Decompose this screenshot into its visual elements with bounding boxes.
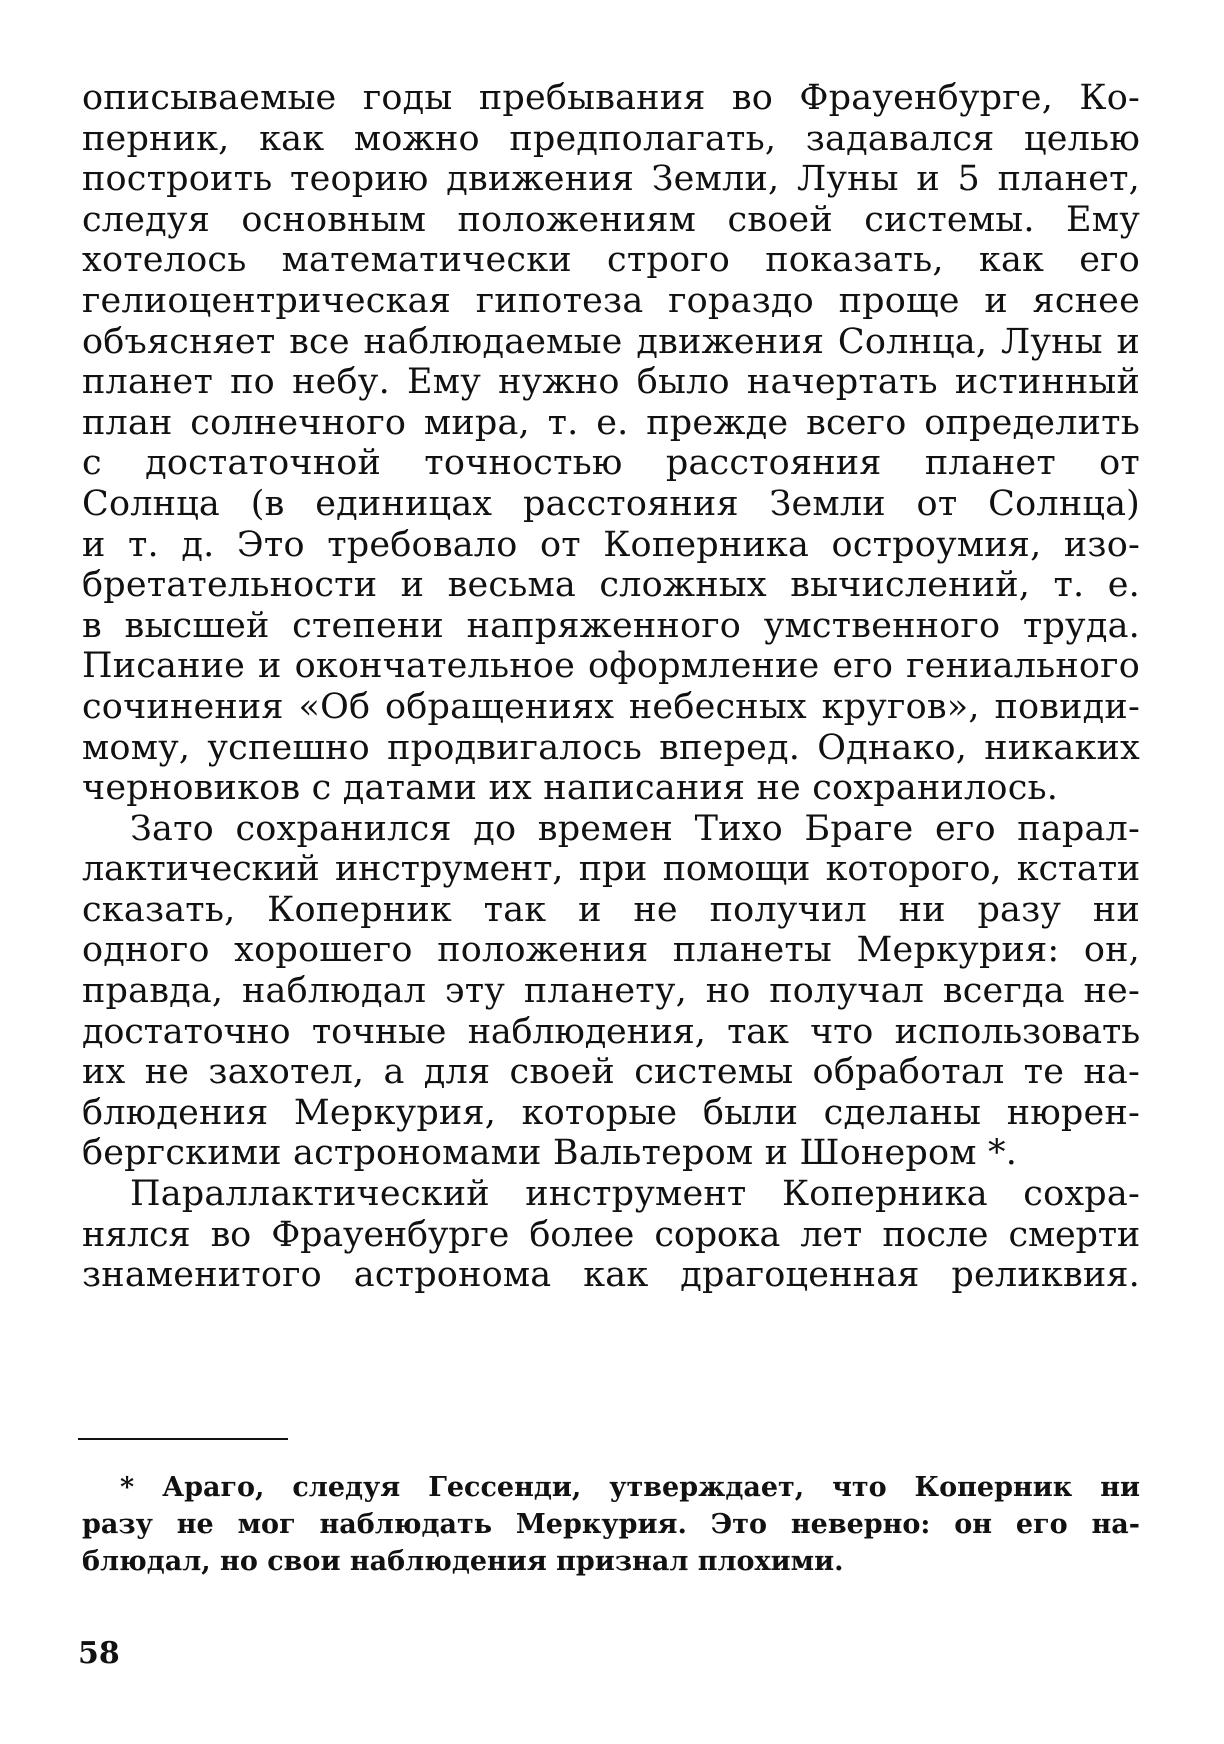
text-line: и т. д. Это требовало от Коперника остроумия, изо-	[82, 524, 1140, 565]
text-line: нялся во Фрауенбурге более сорока лет после смерти	[82, 1214, 1140, 1255]
footnote-divider	[78, 1438, 288, 1440]
text-line: знаменитого астронома как драгоценная реликвия.	[82, 1255, 1140, 1296]
text-line: черновиков с датами их написания не сохранилось.	[82, 768, 1059, 809]
footnote-line: * Араго, следуя Гессенди, утверждает, что Коперник ни	[120, 1472, 1140, 1503]
text-line: Зато сохранился до времен Тихо Браге его парал-	[130, 808, 1140, 849]
page-number: 58	[78, 1636, 120, 1671]
text-line: бретательности и весьма сложных вычислений, т. е.	[82, 565, 1140, 606]
text-line: построить теорию движения Земли, Луны и 5 планет,	[82, 159, 1140, 200]
text-line: план солнечного мира, т. е. прежде всего определить	[82, 402, 1140, 443]
text-line: их не захотел, а для своей системы обработал те на-	[82, 1052, 1140, 1093]
text-line: в высшей степени напряженного умственного труда.	[82, 605, 1140, 646]
text-line: хотелось математически строго показать, как его	[82, 240, 1140, 281]
text-line: бергскими астрономами Вальтером и Шонером *.	[82, 1133, 1018, 1174]
text-line: мому, успешно продвигалось вперед. Однако, никаких	[82, 727, 1140, 768]
footnote	[82, 1469, 1140, 1580]
text-line: гелиоцентрическая гипотеза гораздо проще и яснее	[82, 280, 1140, 321]
text-line: следуя основным положениям своей системы. Ему	[82, 199, 1140, 240]
text-line: перник, как можно предполагать, задавался целью	[82, 118, 1140, 159]
text-line: лактический инструмент, при помощи которого, кстати	[82, 849, 1140, 890]
main-text	[82, 78, 1140, 1296]
text-line: одного хорошего положения планеты Меркурия: он,	[82, 930, 1140, 971]
text-line: объясняет все наблюдаемые движения Солнца, Луны и	[82, 321, 1140, 362]
text-line: Параллактический инструмент Коперника сохра-	[130, 1174, 1140, 1215]
text-line: Солнца (в единицах расстояния Земли от Солнца)	[82, 483, 1140, 524]
text-line: описываемые годы пребывания во Фрауенбурге, Ко-	[82, 78, 1140, 118]
text-line: сказать, Коперник так и не получил ни разу ни	[82, 889, 1140, 930]
footnote-line: разу не мог наблюдать Меркурия. Это неверно: он его на-	[82, 1509, 1140, 1540]
text-line: сочинения «Об обращениях небесных кругов», повиди-	[82, 686, 1140, 727]
text-line: с достаточной точностью расстояния планет от	[82, 443, 1140, 484]
text-line: Писание и окончательное оформление его гениального	[82, 646, 1140, 687]
text-line: достаточно точные наблюдения, так что использовать	[82, 1011, 1140, 1052]
footnote-line: блюдал, но свои наблюдения признал плохими.	[82, 1546, 844, 1577]
text-line: блюдения Меркурия, которые были сделаны нюрен-	[82, 1092, 1140, 1133]
text-line: правда, наблюдал эту планету, но получал всегда не-	[82, 971, 1140, 1012]
text-line: планет по небу. Ему нужно было начертать истинный	[82, 362, 1140, 403]
